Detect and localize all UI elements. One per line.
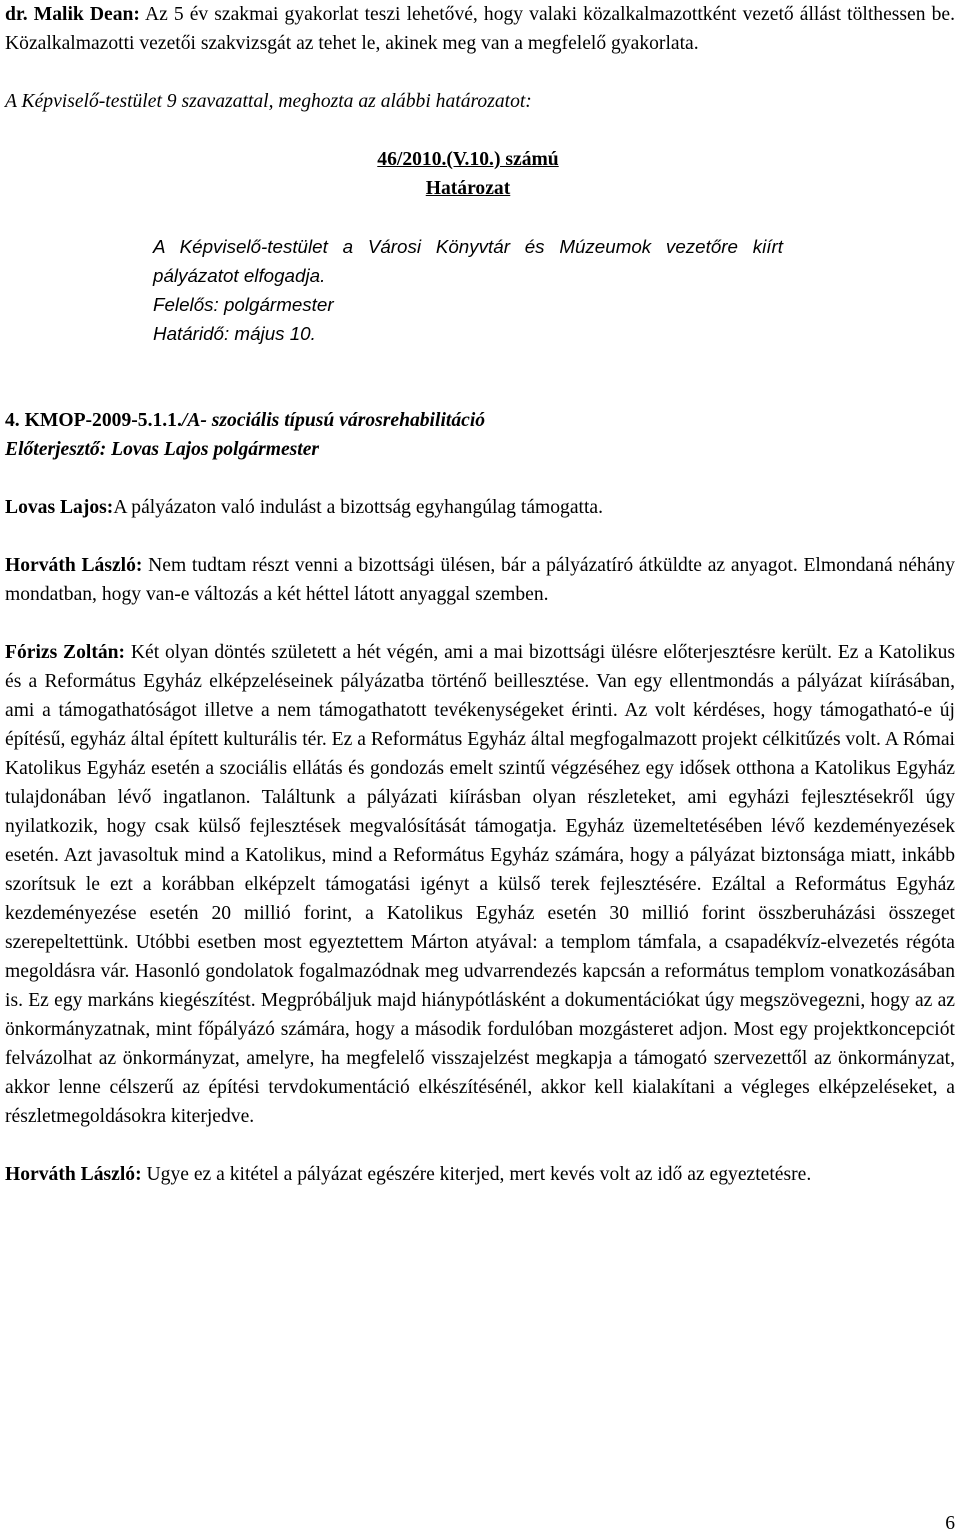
statement-text: Nem tudtam részt venni a bizottsági ülésen, bár a pályázatíró átküldte az anyagot. Elmondaná néhány mondatban, hogy van-e változás a két héttel látott anyaggal szemben.	[5, 555, 955, 605]
agenda-item-title: /A- szociális típusú városrehabilitáció	[181, 410, 486, 431]
paragraph-text: Az 5 év szakmai gyakorlat teszi lehetővé, hogy valaki közalkalmazottként vezető állást tölthessen be. Közalkalmazotti vezetői szakvizsgát az tehet le, akinek meg van a megfelelő gyakorlata.	[5, 4, 955, 54]
agenda-item-heading	[5, 406, 955, 435]
statement-text: A pályázaton való indulást a bizottság egyhangúlag támogatta.	[113, 497, 604, 518]
agenda-item-presenter: Előterjesztő: Lovas Lajos polgármester	[5, 439, 320, 460]
speaker-name: Horváth László:	[5, 555, 143, 576]
resolution-title: Határozat	[425, 178, 511, 199]
resolution-number: 46/2010.(V.10.) számú	[377, 149, 559, 170]
speaker-name: Horváth László:	[5, 1164, 142, 1185]
document-page	[5, 0, 955, 1189]
speaker-name: dr. Malik Dean:	[5, 4, 140, 25]
statement-text: Ugye ez a kitétel a pályázat egészére kiterjed, mert kevés volt az idő az egyeztetésre.	[141, 1164, 812, 1185]
agenda-item-number: 4. KMOP-2009-5.1.1.	[5, 410, 182, 431]
resolution-deadline: Határidő: május 10.	[153, 323, 316, 344]
statement-lovas-lajos	[5, 493, 955, 522]
speaker-name: Lovas Lajos:	[5, 497, 114, 518]
speaker-name: Fórizs Zoltán:	[5, 642, 126, 663]
statement-horvath-laszlo-1	[5, 551, 955, 609]
page-number: 6	[945, 1513, 955, 1534]
resolution-responsible: Felelős: polgármester	[153, 294, 334, 315]
resolution-block	[153, 145, 783, 348]
statement-text: Két olyan döntés született a hét végén, ami a mai bizottsági ülésre előterjesztésre került. Ez a Katolikus és a Református Egyház elképzeléseinek pályázatba történő beillesztése. Van egy ellentmondás a pályázat kiírásában, ami a támogathatóságot illetve a nem támogathatott tevékenységeket érinti. Az volt kérdéses, hogy támogatható-e új építésű, egyház által épített kulturális tér. Ez a Református Egyház által megfogalmazott projekt célkitűzés volt. A Római Katolikus Egyház esetén a szociális ellátás és gondozás emelt szintű végzéséhez egy idősek otthona a Katolikus Egyház tulajdonában lévő ingatlanon. Találtunk a pályázati kiírásban olyan részleteket, ami egyházi fejlesztésekről úgy nyilatkozik, hogy csak külső fejlesztések megvalósítását támogatja. Egyház üzemeltetésében lévő kezdeményezések esetén. Azt javasoltuk mind a Katolikus, mind a Református Egyház számára, hogy a pályázat biztonsága miatt, inkább szorítsuk le ezt a korábban elképzelt támogatási igényt a külső terek fejlesztésére. Ezáltal a Református Egyház kezdeményezése esetén 20 millió forint, a Katolikus Egyház esetén 30 millió forint összberuházási összeget szerepeltettünk. Utóbbi esetben most egyeztettem Márton atyával: a templom támfala, a csapadékvíz-elvezetés régóta megoldásra vár. Hasonló gondolatok fogalmazódnak meg udvarrendezés kapcsán a református templom vonatkozásában is. Ez egy markáns kiegészítést. Megpróbáljuk majd hiánypótlásként a dokumentációkat úgy megszövegezni, hogy az az önkormányzatnak, mint főpályázó számára, hogy a második fordulóban mozgásteret adjon. Most egy projektkoncepciót felvázolhat az önkormányzat, amelyre, ha megfelelő visszajelzést megkapja a támogató szervezettől az önkormányzat, akkor lenne célszerű az építési tervdokumentáció elkészítésénél, akkor kell kialakítani a végleges elképzeléseket, a részletmegoldásokra kiterjedve.	[5, 642, 955, 1127]
statement-forizs-zoltan	[5, 638, 955, 1131]
resolution-text: A Képviselő-testület a Városi Könyvtár és Múzeumok vezetőre kiírt pályázatot elfogadja.	[153, 236, 783, 286]
paragraph-malik-dean	[5, 0, 955, 58]
statement-horvath-laszlo-2	[5, 1160, 955, 1189]
vote-statement: A Képviselő-testület 9 szavazattal, meghozta az alábbi határozatot:	[5, 91, 532, 112]
